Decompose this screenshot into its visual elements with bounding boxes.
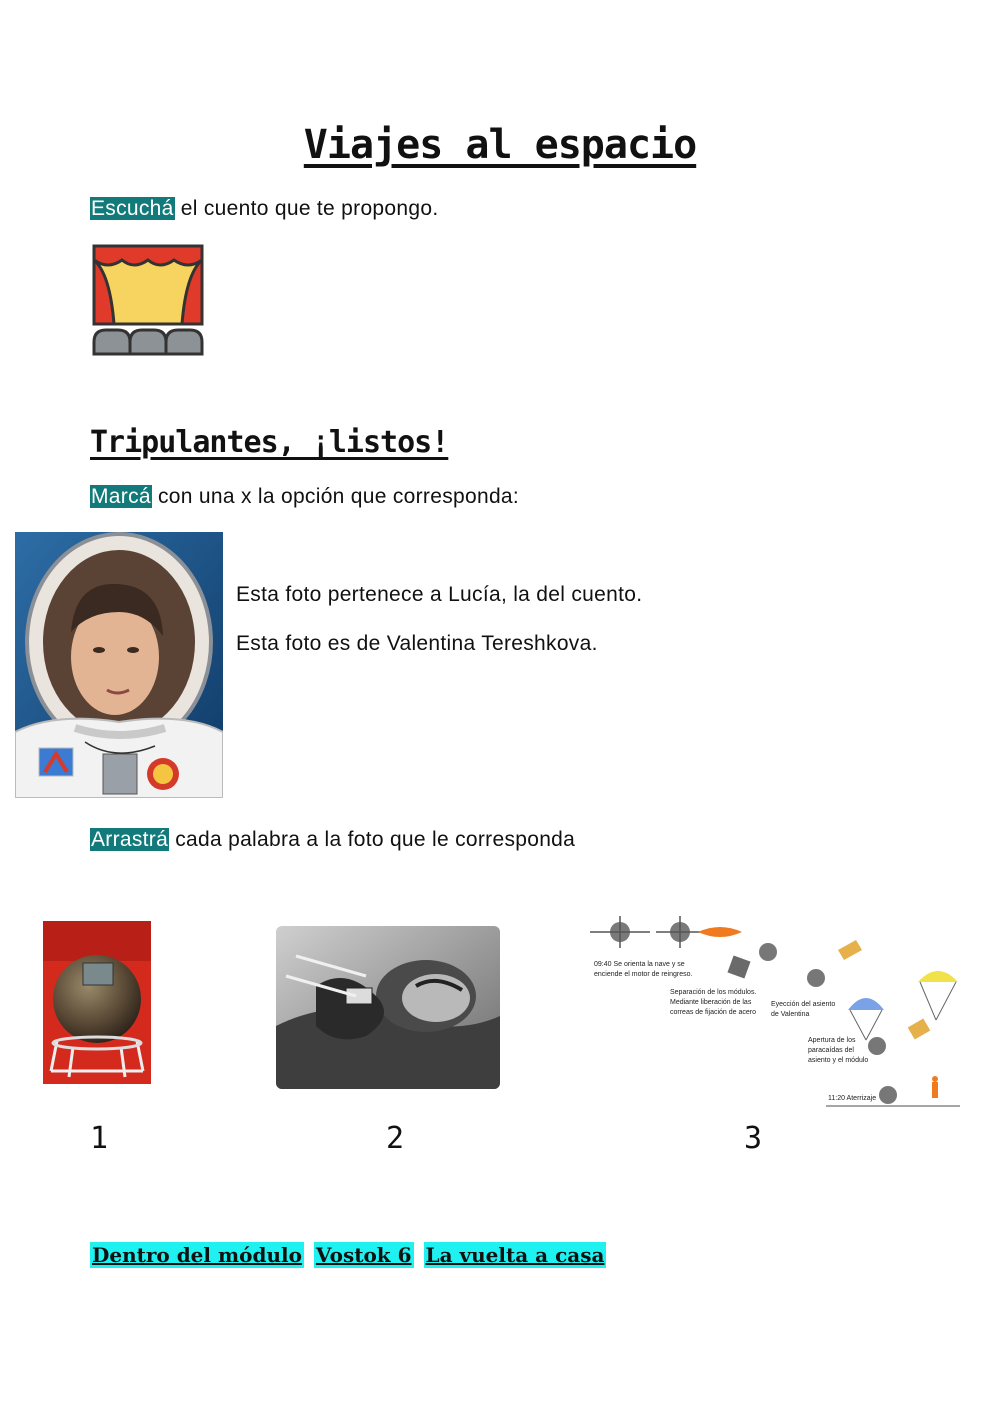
satellite-icon: [590, 916, 742, 948]
listen-highlight: Escuchá: [91, 197, 174, 220]
mark-text: con una x la opción que corresponda:: [151, 485, 520, 508]
diagram-label-2c: correas de fijación de acero: [670, 1009, 756, 1016]
diagram-label-1a: 09:40 Se orienta la nave y se: [594, 961, 685, 968]
diagram-label-4c: asiento y el módulo: [808, 1057, 869, 1064]
option-valentina[interactable]: Esta foto es de Valentina Tereshkova.: [236, 632, 598, 655]
mark-instruction: [90, 485, 519, 509]
drag-highlight: Arrastrá: [91, 828, 169, 851]
diagram-label-5: 11:20 Aterrizaje: [828, 1095, 877, 1102]
return-diagram[interactable]: [580, 910, 965, 1110]
page-title: Viajes al espacio: [303, 122, 697, 168]
drag-instruction: [90, 828, 575, 852]
mark-highlight: Marcá: [91, 485, 151, 508]
drag-word-bank: [90, 1242, 606, 1268]
astronaut-portrait-photo: [15, 532, 223, 798]
photo-number-3: 3: [744, 1121, 763, 1156]
option-lucia[interactable]: Esta foto pertenece a Lucía, la del cuento.: [236, 583, 643, 606]
diagram-label-1b: enciende el motor de reingreso.: [594, 971, 693, 978]
photo-number-2: 2: [386, 1121, 405, 1156]
drag-word-vostok-6[interactable]: Vostok 6: [315, 1243, 412, 1267]
diagram-label-4b: paracaídas del: [808, 1047, 854, 1054]
listen-text: el cuento que te propongo.: [174, 197, 439, 220]
photo-number-1: 1: [90, 1121, 109, 1156]
diagram-label-4a: Apertura de los: [808, 1037, 856, 1044]
listen-instruction: [90, 197, 438, 221]
theater-icon[interactable]: [92, 244, 204, 356]
drag-word-return-home[interactable]: La vuelta a casa: [425, 1243, 605, 1267]
drag-word-inside-module[interactable]: Dentro del módulo: [92, 1243, 302, 1267]
capsule-photo[interactable]: [43, 921, 151, 1084]
diagram-label-3a: Eyección del asiento: [771, 1001, 836, 1008]
drag-text: cada palabra a la foto que le corresponda: [169, 828, 576, 851]
diagram-label-3b: de Valentina: [771, 1011, 810, 1018]
diagram-label-2a: Separación de los módulos.: [670, 989, 757, 996]
section-title: Tripulantes, ¡listos!: [90, 425, 449, 460]
diagram-label-2b: Mediante liberación de las: [670, 999, 752, 1006]
cosmonaut-inside-module-photo[interactable]: [276, 926, 500, 1089]
